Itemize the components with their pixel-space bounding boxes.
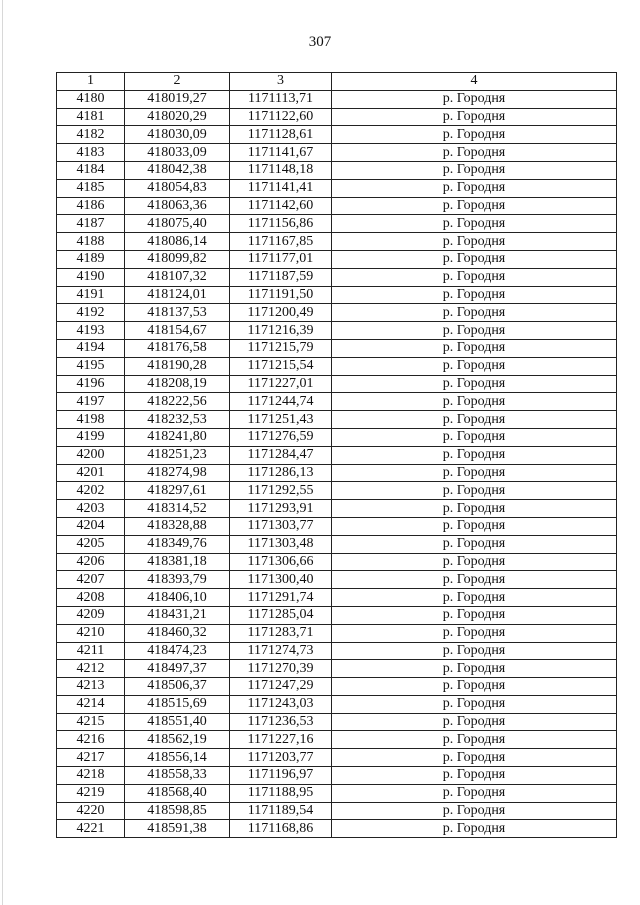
- y-coordinate-cell: 1171285,04: [230, 606, 332, 624]
- description-cell: р. Городня: [332, 482, 617, 500]
- description-cell: р. Городня: [332, 802, 617, 820]
- y-coordinate-cell: 1171188,95: [230, 784, 332, 802]
- table-row: [57, 215, 617, 233]
- table-row: [57, 553, 617, 571]
- point-number-cell: 4221: [57, 820, 125, 838]
- x-coordinate-cell: 418154,67: [125, 322, 230, 340]
- table-row: [57, 695, 617, 713]
- point-number-cell: 4186: [57, 197, 125, 215]
- x-coordinate-cell: 418176,58: [125, 339, 230, 357]
- x-coordinate-cell: 418556,14: [125, 749, 230, 767]
- description-cell: р. Городня: [332, 446, 617, 464]
- description-cell: р. Городня: [332, 767, 617, 785]
- description-cell: р. Городня: [332, 161, 617, 179]
- y-coordinate-cell: 1171113,71: [230, 90, 332, 108]
- x-coordinate-cell: 418019,27: [125, 90, 230, 108]
- x-coordinate-cell: 418381,18: [125, 553, 230, 571]
- y-coordinate-cell: 1171270,39: [230, 660, 332, 678]
- description-cell: р. Городня: [332, 660, 617, 678]
- x-coordinate-cell: 418124,01: [125, 286, 230, 304]
- table-row: [57, 749, 617, 767]
- point-number-cell: 4199: [57, 428, 125, 446]
- x-coordinate-cell: 418274,98: [125, 464, 230, 482]
- y-coordinate-cell: 1171247,29: [230, 678, 332, 696]
- point-number-cell: 4190: [57, 268, 125, 286]
- point-number-cell: 4189: [57, 250, 125, 268]
- table-row: [57, 108, 617, 126]
- point-number-cell: 4203: [57, 500, 125, 518]
- y-coordinate-cell: 1171283,71: [230, 624, 332, 642]
- description-cell: р. Городня: [332, 339, 617, 357]
- table-row: [57, 642, 617, 660]
- point-number-cell: 4219: [57, 784, 125, 802]
- point-number-cell: 4212: [57, 660, 125, 678]
- x-coordinate-cell: 418558,33: [125, 767, 230, 785]
- point-number-cell: 4209: [57, 606, 125, 624]
- table-row: [57, 375, 617, 393]
- y-coordinate-cell: 1171191,50: [230, 286, 332, 304]
- x-coordinate-cell: 418054,83: [125, 179, 230, 197]
- table-row: [57, 464, 617, 482]
- x-coordinate-cell: 418591,38: [125, 820, 230, 838]
- y-coordinate-cell: 1171177,01: [230, 250, 332, 268]
- point-number-cell: 4185: [57, 179, 125, 197]
- y-coordinate-cell: 1171141,67: [230, 144, 332, 162]
- x-coordinate-cell: 418030,09: [125, 126, 230, 144]
- table-row: [57, 268, 617, 286]
- point-number-cell: 4197: [57, 393, 125, 411]
- point-number-cell: 4207: [57, 571, 125, 589]
- table-row: [57, 428, 617, 446]
- point-number-cell: 4180: [57, 90, 125, 108]
- point-number-cell: 4188: [57, 233, 125, 251]
- x-coordinate-cell: 418208,19: [125, 375, 230, 393]
- point-number-cell: 4217: [57, 749, 125, 767]
- table-row: [57, 233, 617, 251]
- point-number-cell: 4196: [57, 375, 125, 393]
- x-coordinate-cell: 418033,09: [125, 144, 230, 162]
- point-number-cell: 4210: [57, 624, 125, 642]
- y-coordinate-cell: 1171187,59: [230, 268, 332, 286]
- y-coordinate-cell: 1171122,60: [230, 108, 332, 126]
- point-number-cell: 4218: [57, 767, 125, 785]
- point-number-cell: 4204: [57, 517, 125, 535]
- y-coordinate-cell: 1171306,66: [230, 553, 332, 571]
- y-coordinate-cell: 1171243,03: [230, 695, 332, 713]
- description-cell: р. Городня: [332, 411, 617, 429]
- table-row: [57, 90, 617, 108]
- table-row: [57, 784, 617, 802]
- table-row: [57, 517, 617, 535]
- x-coordinate-cell: 418460,32: [125, 624, 230, 642]
- point-number-cell: 4215: [57, 713, 125, 731]
- x-coordinate-cell: 418190,28: [125, 357, 230, 375]
- y-coordinate-cell: 1171196,97: [230, 767, 332, 785]
- y-coordinate-cell: 1171156,86: [230, 215, 332, 233]
- x-coordinate-cell: 418506,37: [125, 678, 230, 696]
- description-cell: р. Городня: [332, 322, 617, 340]
- description-cell: р. Городня: [332, 784, 617, 802]
- y-coordinate-cell: 1171276,59: [230, 428, 332, 446]
- point-number-cell: 4194: [57, 339, 125, 357]
- table-row: [57, 250, 617, 268]
- point-number-cell: 4181: [57, 108, 125, 126]
- table-row: [57, 286, 617, 304]
- table-row: [57, 589, 617, 607]
- table-row: [57, 357, 617, 375]
- y-coordinate-cell: 1171292,55: [230, 482, 332, 500]
- y-coordinate-cell: 1171227,01: [230, 375, 332, 393]
- x-coordinate-cell: 418551,40: [125, 713, 230, 731]
- y-coordinate-cell: 1171244,74: [230, 393, 332, 411]
- x-coordinate-cell: 418075,40: [125, 215, 230, 233]
- point-number-cell: 4216: [57, 731, 125, 749]
- description-cell: р. Городня: [332, 126, 617, 144]
- coordinates-table: [56, 72, 617, 838]
- page-number: 307: [308, 34, 332, 50]
- point-number-cell: 4220: [57, 802, 125, 820]
- column-header: 1: [57, 73, 125, 91]
- x-coordinate-cell: 418020,29: [125, 108, 230, 126]
- y-coordinate-cell: 1171236,53: [230, 713, 332, 731]
- y-coordinate-cell: 1171128,61: [230, 126, 332, 144]
- y-coordinate-cell: 1171300,40: [230, 571, 332, 589]
- table-row: [57, 678, 617, 696]
- table-row: [57, 500, 617, 518]
- x-coordinate-cell: 418241,80: [125, 428, 230, 446]
- x-coordinate-cell: 418328,88: [125, 517, 230, 535]
- y-coordinate-cell: 1171167,85: [230, 233, 332, 251]
- point-number-cell: 4187: [57, 215, 125, 233]
- table-row: [57, 767, 617, 785]
- point-number-cell: 4214: [57, 695, 125, 713]
- y-coordinate-cell: 1171148,18: [230, 161, 332, 179]
- point-number-cell: 4195: [57, 357, 125, 375]
- y-coordinate-cell: 1171141,41: [230, 179, 332, 197]
- description-cell: р. Городня: [332, 428, 617, 446]
- table-row: [57, 571, 617, 589]
- x-coordinate-cell: 418393,79: [125, 571, 230, 589]
- x-coordinate-cell: 418314,52: [125, 500, 230, 518]
- description-cell: р. Городня: [332, 535, 617, 553]
- y-coordinate-cell: 1171216,39: [230, 322, 332, 340]
- table-row: [57, 660, 617, 678]
- y-coordinate-cell: 1171215,79: [230, 339, 332, 357]
- description-cell: р. Городня: [332, 286, 617, 304]
- y-coordinate-cell: 1171293,91: [230, 500, 332, 518]
- x-coordinate-cell: 418107,32: [125, 268, 230, 286]
- description-cell: р. Городня: [332, 571, 617, 589]
- point-number-cell: 4193: [57, 322, 125, 340]
- description-cell: р. Городня: [332, 375, 617, 393]
- table-row: [57, 179, 617, 197]
- x-coordinate-cell: 418562,19: [125, 731, 230, 749]
- point-number-cell: 4182: [57, 126, 125, 144]
- point-number-cell: 4183: [57, 144, 125, 162]
- column-header: 3: [230, 73, 332, 91]
- scan-edge-line: [2, 0, 3, 905]
- y-coordinate-cell: 1171215,54: [230, 357, 332, 375]
- point-number-cell: 4184: [57, 161, 125, 179]
- description-cell: р. Городня: [332, 464, 617, 482]
- y-coordinate-cell: 1171303,77: [230, 517, 332, 535]
- description-cell: р. Городня: [332, 233, 617, 251]
- description-cell: р. Городня: [332, 678, 617, 696]
- y-coordinate-cell: 1171189,54: [230, 802, 332, 820]
- table-row: [57, 411, 617, 429]
- y-coordinate-cell: 1171200,49: [230, 304, 332, 322]
- column-header: 2: [125, 73, 230, 91]
- x-coordinate-cell: 418222,56: [125, 393, 230, 411]
- table-row: [57, 126, 617, 144]
- description-cell: р. Городня: [332, 304, 617, 322]
- point-number-cell: 4205: [57, 535, 125, 553]
- table-row: [57, 482, 617, 500]
- description-cell: р. Городня: [332, 749, 617, 767]
- y-coordinate-cell: 1171203,77: [230, 749, 332, 767]
- table-row: [57, 802, 617, 820]
- point-number-cell: 4206: [57, 553, 125, 571]
- y-coordinate-cell: 1171227,16: [230, 731, 332, 749]
- table-row: [57, 393, 617, 411]
- description-cell: р. Городня: [332, 215, 617, 233]
- table-row: [57, 731, 617, 749]
- description-cell: р. Городня: [332, 820, 617, 838]
- table-row: [57, 144, 617, 162]
- table-row: [57, 161, 617, 179]
- y-coordinate-cell: 1171291,74: [230, 589, 332, 607]
- x-coordinate-cell: 418232,53: [125, 411, 230, 429]
- description-cell: р. Городня: [332, 642, 617, 660]
- description-cell: р. Городня: [332, 695, 617, 713]
- x-coordinate-cell: 418251,23: [125, 446, 230, 464]
- table-row: [57, 304, 617, 322]
- point-number-cell: 4208: [57, 589, 125, 607]
- point-number-cell: 4192: [57, 304, 125, 322]
- table-row: [57, 820, 617, 838]
- table-row: [57, 535, 617, 553]
- table-row: [57, 197, 617, 215]
- x-coordinate-cell: 418497,37: [125, 660, 230, 678]
- x-coordinate-cell: 418515,69: [125, 695, 230, 713]
- table-row: [57, 713, 617, 731]
- column-header: 4: [332, 73, 617, 91]
- description-cell: р. Городня: [332, 713, 617, 731]
- description-cell: р. Городня: [332, 606, 617, 624]
- x-coordinate-cell: 418086,14: [125, 233, 230, 251]
- x-coordinate-cell: 418406,10: [125, 589, 230, 607]
- x-coordinate-cell: 418042,38: [125, 161, 230, 179]
- x-coordinate-cell: 418431,21: [125, 606, 230, 624]
- description-cell: р. Городня: [332, 517, 617, 535]
- description-cell: р. Городня: [332, 589, 617, 607]
- table-row: [57, 322, 617, 340]
- y-coordinate-cell: 1171142,60: [230, 197, 332, 215]
- table-row: [57, 446, 617, 464]
- table-row: [57, 606, 617, 624]
- point-number-cell: 4201: [57, 464, 125, 482]
- y-coordinate-cell: 1171274,73: [230, 642, 332, 660]
- point-number-cell: 4213: [57, 678, 125, 696]
- x-coordinate-cell: 418099,82: [125, 250, 230, 268]
- x-coordinate-cell: 418137,53: [125, 304, 230, 322]
- table-header-row: [57, 73, 617, 91]
- y-coordinate-cell: 1171286,13: [230, 464, 332, 482]
- y-coordinate-cell: 1171303,48: [230, 535, 332, 553]
- description-cell: р. Городня: [332, 553, 617, 571]
- x-coordinate-cell: 418063,36: [125, 197, 230, 215]
- point-number-cell: 4191: [57, 286, 125, 304]
- point-number-cell: 4198: [57, 411, 125, 429]
- description-cell: р. Городня: [332, 197, 617, 215]
- table-body: [57, 90, 617, 837]
- point-number-cell: 4211: [57, 642, 125, 660]
- x-coordinate-cell: 418598,85: [125, 802, 230, 820]
- x-coordinate-cell: 418349,76: [125, 535, 230, 553]
- x-coordinate-cell: 418568,40: [125, 784, 230, 802]
- description-cell: р. Городня: [332, 357, 617, 375]
- x-coordinate-cell: 418297,61: [125, 482, 230, 500]
- description-cell: р. Городня: [332, 108, 617, 126]
- description-cell: р. Городня: [332, 144, 617, 162]
- description-cell: р. Городня: [332, 90, 617, 108]
- description-cell: р. Городня: [332, 500, 617, 518]
- table-row: [57, 624, 617, 642]
- description-cell: р. Городня: [332, 268, 617, 286]
- point-number-cell: 4202: [57, 482, 125, 500]
- description-cell: р. Городня: [332, 179, 617, 197]
- x-coordinate-cell: 418474,23: [125, 642, 230, 660]
- y-coordinate-cell: 1171251,43: [230, 411, 332, 429]
- point-number-cell: 4200: [57, 446, 125, 464]
- y-coordinate-cell: 1171284,47: [230, 446, 332, 464]
- description-cell: р. Городня: [332, 731, 617, 749]
- description-cell: р. Городня: [332, 393, 617, 411]
- y-coordinate-cell: 1171168,86: [230, 820, 332, 838]
- description-cell: р. Городня: [332, 250, 617, 268]
- table-row: [57, 339, 617, 357]
- description-cell: р. Городня: [332, 624, 617, 642]
